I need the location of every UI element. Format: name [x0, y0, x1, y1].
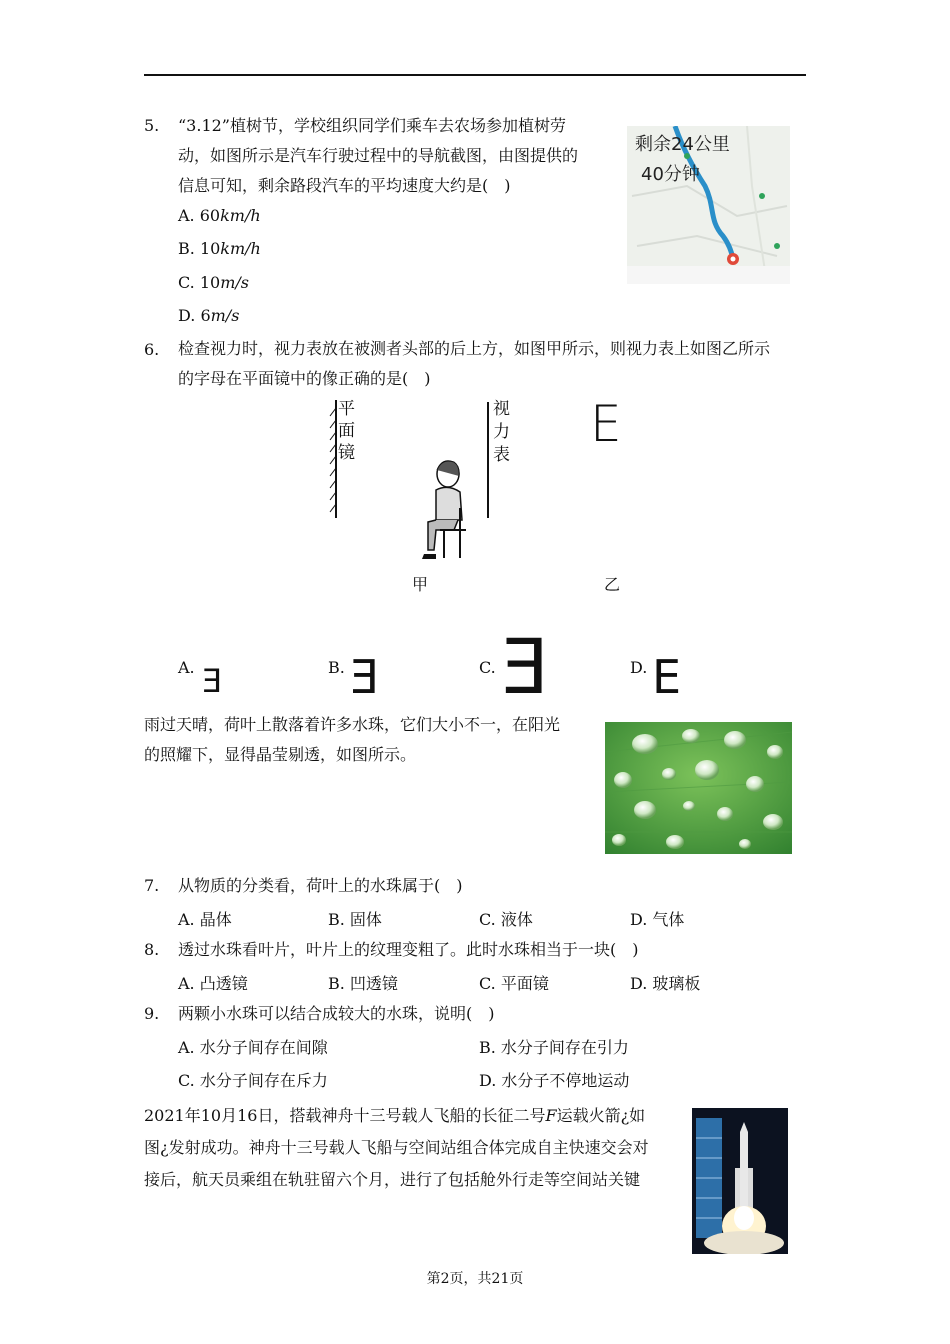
q6-stem — [178, 334, 770, 394]
q9-option-a[interactable]: A. 水分子间存在间隙 — [178, 1038, 328, 1057]
rocket-launch-photo — [692, 1108, 788, 1254]
lotus-leaf-photo — [605, 722, 792, 854]
q6-line1: 检查视力时，视力表放在被测者头部的后上方，如图甲所示，则视力表上如图乙所示 — [178, 339, 771, 358]
q7-option-a[interactable]: A. 晶体 — [178, 910, 232, 929]
q5-stem — [178, 111, 578, 201]
q7-option-d[interactable]: D. 气体 — [630, 910, 685, 929]
figure-label-yi: 乙 — [604, 575, 621, 594]
q5-option-a[interactable]: A. 60km/h — [178, 206, 261, 225]
q6-number: 6. — [144, 340, 160, 359]
q6-line2: 的字母在平面镜中的像正确的是( ) — [178, 369, 431, 388]
navigation-map — [627, 126, 790, 284]
q5-option-c[interactable]: C. 10m/s — [178, 273, 249, 292]
q8-option-c[interactable]: C. 平面镜 — [479, 974, 549, 993]
q5-line3: 信息可知，剩余路段汽车的平均速度大约是( ) — [178, 176, 511, 195]
eye-chart-label: 视 力 表 — [493, 399, 510, 465]
eye-chart-line — [487, 402, 489, 518]
q6-option-a-glyph: E — [202, 662, 223, 700]
page-footer: 第2页，共21页 — [426, 1271, 524, 1287]
map-remaining-time: 40分钟 — [641, 164, 700, 185]
q9-option-d[interactable]: D. 水分子不停地运动 — [479, 1071, 630, 1090]
q5-line1: “3.12”植树节，学校组织同学们乘车去农场参加植树劳 — [178, 116, 566, 135]
q6-option-b[interactable]: B. E — [328, 650, 380, 704]
q8-number: 8. — [144, 940, 160, 959]
q5-option-d[interactable]: D. 6m/s — [178, 306, 240, 325]
q8-stem: 透过水珠看叶片，叶片上的纹理变粗了。此时水珠相当于一块( ) — [178, 940, 639, 959]
q7-option-c[interactable]: C. 液体 — [479, 910, 533, 929]
q8-option-a[interactable]: A. 凸透镜 — [178, 974, 248, 993]
passage-lotus: 雨过天晴，荷叶上散落着许多水珠，它们大小不一，在阳光 的照耀下，显得晶莹剔透，如图所示。 — [144, 715, 561, 764]
q9-stem: 两颗小水珠可以结合成较大的水珠，说明( ) — [178, 1004, 495, 1023]
seated-person-figure — [414, 458, 474, 564]
q5-number: 5. — [144, 116, 160, 135]
q6-option-d[interactable]: D. E — [630, 650, 682, 704]
q9-option-c[interactable]: C. 水分子间存在斥力 — [178, 1071, 328, 1090]
q7-stem: 从物质的分类看，荷叶上的水珠属于( ) — [178, 876, 463, 895]
q5-option-b[interactable]: B. 10km/h — [178, 239, 261, 258]
q6-option-c-glyph: E — [501, 622, 550, 711]
mirror-label: 平 面 镜 — [338, 399, 355, 463]
map-remaining-distance: 剩余24公里 — [635, 134, 730, 155]
header-rule — [144, 74, 806, 76]
figure-label-jia: 甲 — [412, 575, 429, 594]
q6-option-b-glyph: E — [350, 650, 380, 704]
q7-option-b[interactable]: B. 固体 — [328, 910, 382, 929]
q9-number: 9. — [144, 1004, 160, 1023]
eye-chart-letter: E — [590, 395, 622, 453]
q9-option-b[interactable]: B. 水分子间存在引力 — [479, 1038, 629, 1057]
q8-option-b[interactable]: B. 凹透镜 — [328, 974, 398, 993]
passage-shenzhou: 2021年10月16日，搭载神舟十三号载人飞船的长征二号F运载火箭¿如 图¿发射成功。神舟十三号载人飞船与空间站组合体完成自主快速交会对 接后，航天员乘组在轨驻留六个月，进行了包括舱外行走等空间站关键 — [144, 1106, 649, 1189]
q6-option-a[interactable]: A. E — [178, 658, 223, 700]
q7-number: 7. — [144, 876, 160, 895]
q5-line2: 动，如图所示是汽车行驶过程中的导航截图，由图提供的 — [178, 146, 579, 165]
q6-option-d-glyph: E — [652, 650, 682, 704]
q8-option-d[interactable]: D. 玻璃板 — [630, 974, 701, 993]
q6-option-c[interactable]: C. E — [479, 622, 550, 711]
